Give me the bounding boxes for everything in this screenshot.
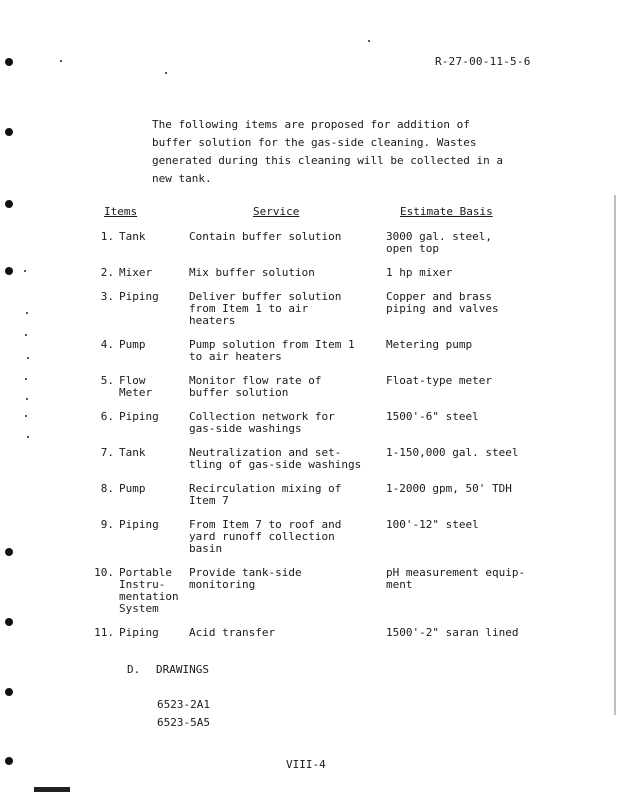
scan-speck bbox=[24, 270, 26, 272]
row-item: Piping bbox=[119, 626, 159, 639]
row-basis: Copper and brass piping and valves bbox=[386, 290, 499, 315]
row-number: 4. bbox=[100, 338, 114, 351]
punch-hole bbox=[5, 200, 13, 208]
row-basis: 1 hp mixer bbox=[386, 266, 453, 279]
row-item: Tank bbox=[119, 230, 146, 243]
row-service: Contain buffer solution bbox=[189, 230, 342, 243]
scan-edge-line bbox=[614, 195, 616, 715]
row-number: 9. bbox=[100, 518, 114, 531]
scan-speck bbox=[26, 398, 28, 400]
scan-speck bbox=[60, 60, 62, 62]
punch-hole bbox=[5, 267, 13, 275]
row-number: 1. bbox=[100, 230, 114, 243]
row-basis: 1500'-2" saran lined bbox=[386, 626, 519, 639]
punch-hole bbox=[5, 548, 13, 556]
row-service: Acid transfer bbox=[189, 626, 276, 639]
intro-paragraph: The following items are proposed for addition of buffer solution for the gas-side cleaning. Wastes generated during this cleaning will be collected in a new tank. bbox=[152, 118, 503, 185]
row-service: Mix buffer solution bbox=[189, 266, 315, 279]
row-basis: 100'-12" steel bbox=[386, 518, 479, 531]
drawing-number: 6523-2A1 bbox=[157, 698, 210, 711]
row-number: 2. bbox=[100, 266, 114, 279]
row-number: 11. bbox=[94, 626, 114, 639]
row-item: Flow Meter bbox=[119, 374, 153, 399]
section-letter: D. bbox=[127, 663, 141, 676]
row-item: Piping bbox=[119, 410, 159, 423]
scan-speck bbox=[25, 415, 27, 417]
scan-speck bbox=[368, 40, 370, 42]
punch-hole bbox=[5, 128, 13, 136]
punch-hole bbox=[5, 757, 13, 765]
row-service: Monitor flow rate of buffer solution bbox=[189, 374, 322, 399]
scan-speck bbox=[25, 378, 27, 380]
row-basis: Float-type meter bbox=[386, 374, 492, 387]
punch-hole bbox=[5, 58, 13, 66]
row-basis: 1-150,000 gal. steel bbox=[386, 446, 519, 459]
scan-speck bbox=[165, 72, 167, 74]
drawing-number: 6523-5A5 bbox=[157, 716, 210, 729]
header-estimate-basis: Estimate Basis bbox=[400, 205, 493, 218]
row-item: Pump bbox=[119, 338, 146, 351]
row-basis: 1500'-6" steel bbox=[386, 410, 479, 423]
page-reference: R-27-00-11-5-6 bbox=[435, 55, 531, 68]
row-number: 6. bbox=[100, 410, 114, 423]
row-number: 7. bbox=[100, 446, 114, 459]
row-item: Piping bbox=[119, 290, 159, 303]
row-number: 5. bbox=[100, 374, 114, 387]
row-number: 3. bbox=[100, 290, 114, 303]
scan-mark bbox=[34, 787, 70, 792]
row-service: From Item 7 to roof and yard runoff collection basin bbox=[189, 518, 342, 555]
section-title: DRAWINGS bbox=[156, 663, 209, 676]
row-basis: 3000 gal. steel, open top bbox=[386, 230, 492, 255]
header-service: Service bbox=[253, 205, 300, 218]
row-service: Provide tank-side monitoring bbox=[189, 566, 302, 591]
scan-speck bbox=[27, 436, 29, 438]
punch-hole bbox=[5, 688, 13, 696]
row-number: 8. bbox=[100, 482, 114, 495]
row-item: Tank bbox=[119, 446, 146, 459]
header-items: Items bbox=[104, 205, 138, 218]
row-service: Pump solution from Item 1 to air heaters bbox=[189, 338, 355, 363]
row-service: Recirculation mixing of Item 7 bbox=[189, 482, 342, 507]
row-number: 10. bbox=[94, 566, 114, 579]
row-service: Collection network for gas-side washings bbox=[189, 410, 335, 435]
row-item: Mixer bbox=[119, 266, 153, 279]
punch-hole bbox=[5, 618, 13, 626]
row-basis: pH measurement equip- ment bbox=[386, 566, 526, 591]
row-item: Pump bbox=[119, 482, 146, 495]
row-service: Neutralization and set- tling of gas-side washings bbox=[189, 446, 362, 471]
row-basis: 1-2000 gpm, 50' TDH bbox=[386, 482, 512, 495]
row-basis: Metering pump bbox=[386, 338, 473, 351]
row-service: Deliver buffer solution from Item 1 to air heaters bbox=[189, 290, 342, 327]
row-item: Piping bbox=[119, 518, 159, 531]
page-footer: VIII-4 bbox=[286, 758, 326, 771]
scan-speck bbox=[27, 357, 29, 359]
row-item: Portable Instru- mentation System bbox=[119, 566, 179, 615]
scan-speck bbox=[25, 334, 27, 336]
scan-speck bbox=[26, 312, 28, 314]
